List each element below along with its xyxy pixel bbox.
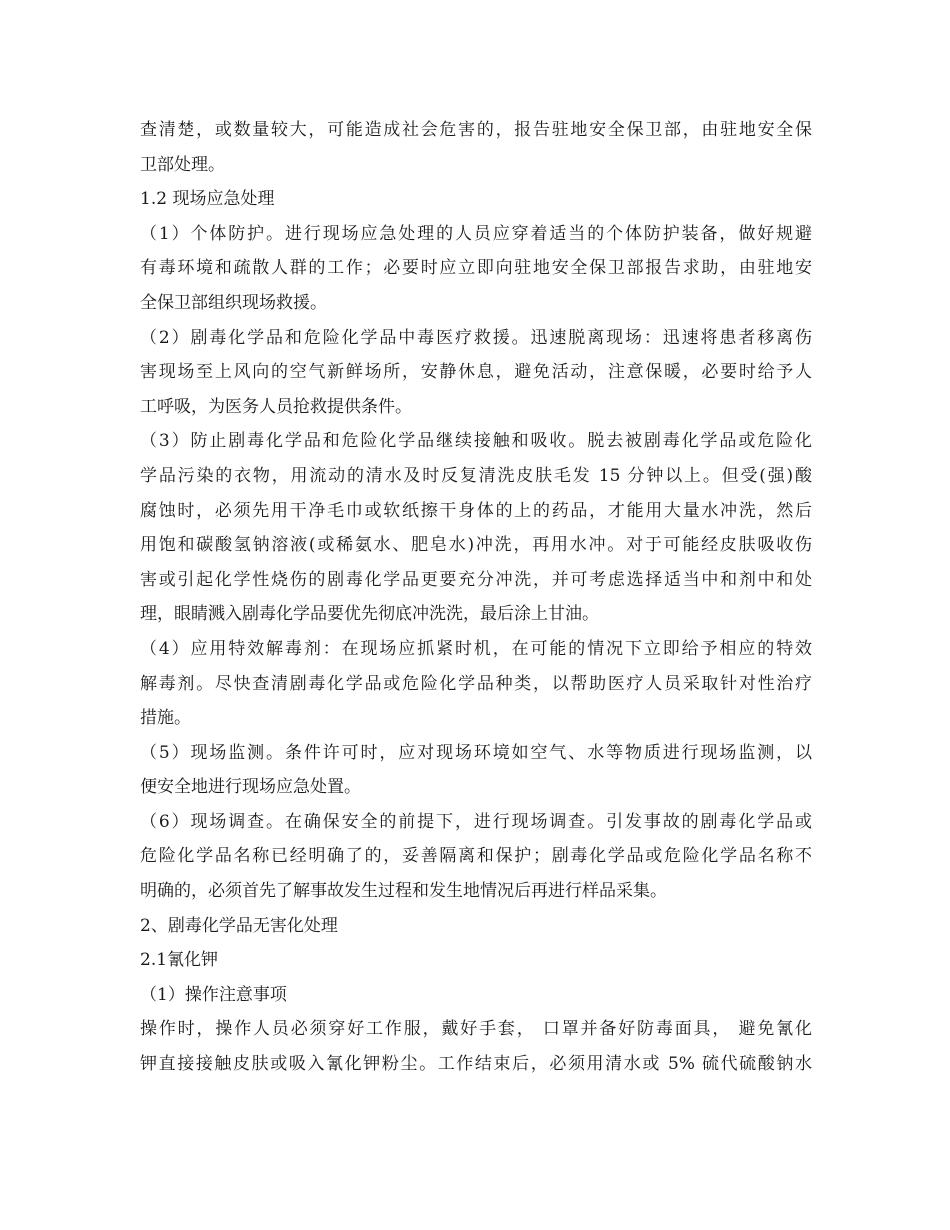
text-line: 危险化学品名称已经明确了的，妥善隔离和保护；剧毒化学品或危险化学品名称不 [140,846,812,867]
text-line: 便安全地进行现场应急处置。 [140,777,361,798]
text-line: 措施。 [140,708,191,729]
text-line: 钾直接接触皮肤或吸入氰化钾粉尘。工作结束后，必须用清水或 5% 硫代硫酸钠水 [140,1054,812,1075]
text-line: 理，眼睛溅入剧毒化学品要优先彻底冲洗洗，最后涂上甘油。 [140,604,599,625]
text-line: 工呼吸，为医务人员抢救提供条件。 [140,396,412,417]
text-line: 用饱和碳酸氢钠溶液(或稀氨水、肥皂水)冲洗，再用水冲。对于可能经皮肤吸收伤 [140,535,812,556]
text-line: 卫部处理。 [140,154,225,175]
text-line: 操作时，操作人员必须穿好工作服，戴好手套， 口罩并备好防毒面具， 避免氰化 [140,1019,812,1040]
text-line: 害或引起化学性烧伤的剧毒化学品更要充分冲洗，并可考虑选择适当中和剂中和处 [140,569,812,590]
text-line: 1.2 现场应急处理 [140,189,275,210]
text-line: 有毒环境和疏散人群的工作；必要时应立即向驻地安全保卫部报告求助，由驻地安 [140,258,812,279]
text-line: 腐蚀时，必须先用干净毛巾或软纸擦干身体的上的药品，才能用大量水冲洗，然后 [140,500,812,521]
text-line: 学品污染的衣物，用流动的清水及时反复清洗皮肤毛发 15 分钟以上。但受(强)酸 [140,465,812,486]
text-line: （3）防止剧毒化学品和危险化学品继续接触和吸收。脱去被剧毒化学品或危险化 [140,431,812,452]
document-body [140,113,812,1082]
text-line: （1）个体防护。进行现场应急处理的人员应穿着适当的个体防护装备，做好规避 [140,223,812,244]
text-line: 全保卫部组织现场救援。 [140,292,327,313]
text-line: （5）现场监测。条件许可时，应对现场环境如空气、水等物质进行现场监测，以 [140,742,812,763]
text-line: 查清楚，或数量较大，可能造成社会危害的，报告驻地安全保卫部，由驻地安全保 [140,120,812,140]
text-line: （6）现场调查。在确保安全的前提下，进行现场调查。引发事故的剧毒化学品或 [140,811,812,832]
text-line: （2）剧毒化学品和危险化学品中毒医疗救援。迅速脱离现场：迅速将患者移离伤 [140,327,812,348]
text-line: 2.1氰化钾 [140,950,219,971]
text-line: （4）应用特效解毒剂：在现场应抓紧时机，在可能的情况下立即给予相应的特效 [140,638,812,659]
text-line: 明确的，必须首先了解事故发生过程和发生地情况后再进行样品采集。 [140,881,667,902]
text-line: （1）操作注意事项 [140,984,287,1005]
text-line: 2、剧毒化学品无害化处理 [140,915,338,936]
text-line: 害现场至上风向的空气新鲜场所，安静休息，避免活动，注意保暖，必要时给予人 [140,362,812,383]
text-line: 解毒剂。尽快查清剧毒化学品或危险化学品种类，以帮助医疗人员采取针对性治疗 [140,673,812,694]
